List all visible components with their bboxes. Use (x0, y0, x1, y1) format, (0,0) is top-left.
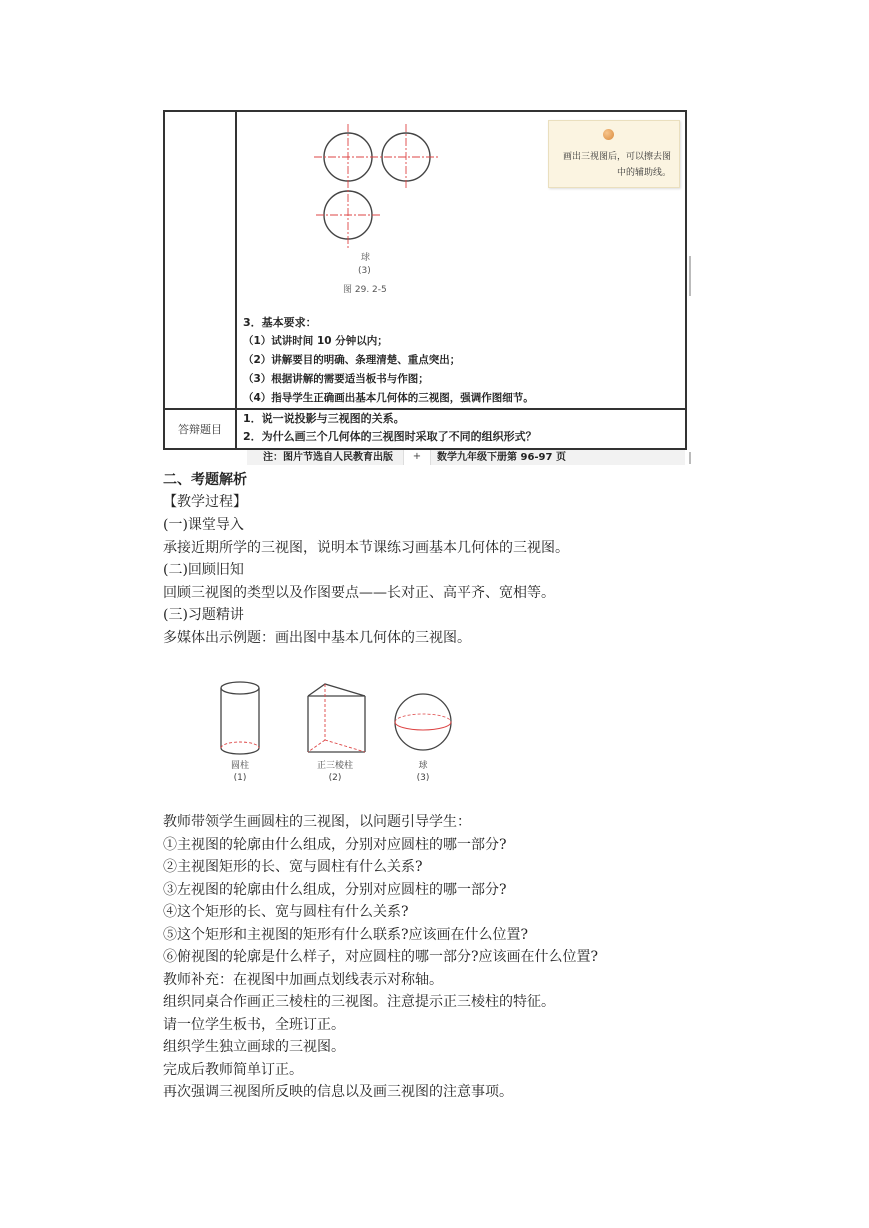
edge-mark (689, 256, 691, 296)
figure-caption-label: 图 29. 2-5 (343, 285, 387, 295)
text-line: 教师带领学生画圆柱的三视图，以问题引导学生： (163, 814, 471, 830)
tip-pin-icon (603, 129, 614, 140)
requirement-item: （3）根据讲解的需要适当板书与作图； (243, 373, 429, 385)
text-line: 完成后教师简单订正。 (163, 1061, 303, 1078)
edge-mark (689, 452, 691, 464)
text-line: 组织学生独立画球的三视图。 (163, 1039, 345, 1055)
table-column-divider (235, 112, 237, 448)
cylinder-drawing (221, 682, 259, 754)
solid-name: 球 (418, 761, 428, 771)
text-line: 多媒体出示例题：画出图中基本几何体的三视图。 (163, 629, 471, 646)
qa-item: 2．为什么画三个几何体的三视图时采取了不同的组织形式？ (243, 430, 537, 443)
process-text-b (163, 811, 598, 1104)
sphere-three-view-figure (310, 122, 450, 252)
sphere-drawing (395, 694, 451, 750)
figure-caption-ball: 球 (361, 253, 371, 263)
figure-caption-number: (3) (358, 266, 371, 276)
text-line: ②主视图矩形的长、宽与圆柱有什么关系? (163, 859, 423, 875)
solid-number: (2) (328, 773, 342, 783)
text-line: (二)回顾旧知 (163, 562, 244, 578)
text-line: ⑥俯视图的轮廓是什么样子，对应圆柱的哪一部分?应该画在什么位置? (163, 949, 599, 965)
text-line: ①主视图的轮廓由什么组成，分别对应圆柱的哪一部分? (163, 836, 507, 853)
solid-number: (3) (416, 773, 430, 783)
source-note (247, 450, 685, 465)
tip-text: 画出三视图后，可以擦去图中的辅助线。 (562, 152, 671, 178)
process-text-a (163, 514, 569, 649)
lesson-table (163, 110, 687, 450)
solid-name: 圆柱 (230, 761, 249, 771)
text-line: 承接近期所学的三视图，说明本节课练习画基本几何体的三视图。 (163, 539, 569, 556)
text-line: (三)习题精讲 (163, 607, 244, 623)
text-line: (一)课堂导入 (163, 517, 244, 533)
text-line: 再次强调三视图所反映的信息以及画三视图的注意事项。 (163, 1084, 513, 1100)
requirements (243, 313, 534, 408)
requirements-title: 3．基本要求： (243, 316, 317, 329)
solid-number: (1) (233, 773, 247, 783)
text-line: ⑤这个矩形和主视图的矩形有什么联系?应该画在什么位置? (163, 926, 529, 943)
text-line: ④这个矩形的长、宽与圆柱有什么关系? (163, 904, 409, 920)
qa-label: 答辩题目 (178, 423, 222, 436)
text-line: 请一位学生板书，全班订正。 (163, 1016, 345, 1033)
text-line: ③左视图的轮廓由什么组成，分别对应圆柱的哪一部分? (163, 881, 507, 898)
qa-list (243, 410, 537, 446)
triangular-prism-drawing (308, 684, 365, 752)
process-title: 【教学过程】 (163, 494, 247, 510)
qa-item: 1．说一说投影与三视图的关系。 (243, 412, 405, 425)
source-note-part-a: 注：图片节选自人民教育出版 (263, 452, 393, 463)
text-line: 回顾三视图的类型以及作图要点——长对正、高平齐、宽相等。 (163, 584, 555, 601)
text-line: 组织同桌合作画正三棱柱的三视图。注意提示正三棱柱的特征。 (163, 994, 555, 1010)
section-title: 二、考题解析 (163, 472, 247, 488)
solid-name: 正三棱柱 (316, 761, 353, 771)
zoom-plus-button[interactable]: + (403, 450, 431, 465)
requirement-item: （2）讲解要目的明确、条理清楚、重点突出； (243, 354, 461, 366)
source-note-part-b: 数学九年级下册第 96-97 页 (437, 452, 566, 463)
text-line: 教师补充：在视图中加画点划线表示对称轴。 (163, 971, 443, 988)
requirement-item: （4）指导学生正确画出基本几何体的三视图，强调作图细节。 (243, 392, 534, 404)
tip-card (548, 120, 680, 188)
requirement-item: （1）试讲时间 10 分钟以内； (243, 335, 388, 347)
